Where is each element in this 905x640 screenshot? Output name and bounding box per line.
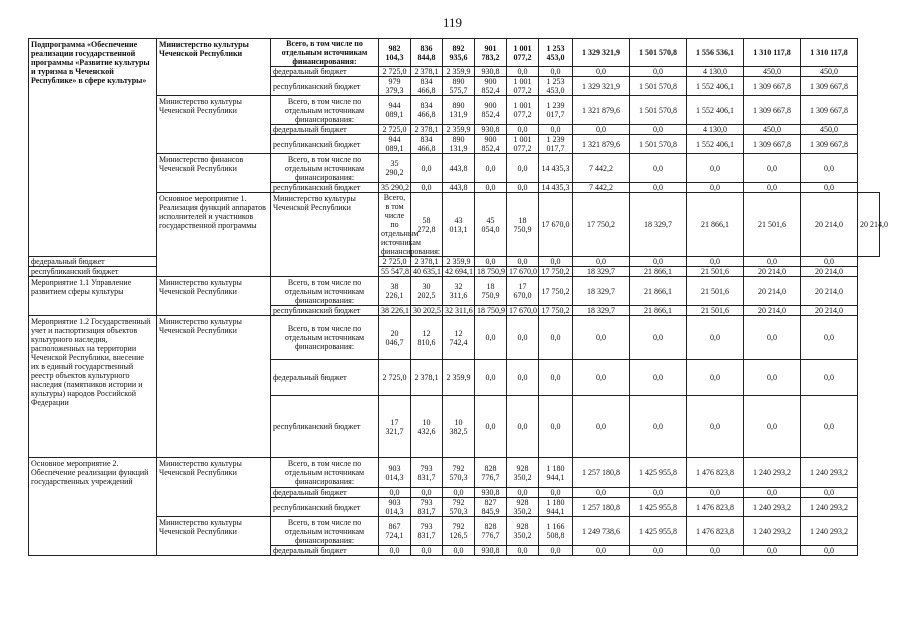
value-cell: 38 226,1 xyxy=(379,306,411,316)
value-cell: 18 750,9 xyxy=(475,277,507,306)
ministry-cell: Министерство финансов Чеченской Республики xyxy=(157,154,271,193)
value-cell: 1 552 406,1 xyxy=(687,77,744,96)
value-cell: 1 425 955,8 xyxy=(630,458,687,488)
value-cell: 0,0 xyxy=(507,257,539,267)
value-cell: 443,8 xyxy=(443,154,475,183)
value-cell: 21 866,1 xyxy=(687,193,744,257)
value-cell: 0,0 xyxy=(573,67,630,77)
value-cell: 10 432,6 xyxy=(411,396,443,458)
value-cell: 17 750,2 xyxy=(539,277,573,306)
value-cell: 1 240 293,2 xyxy=(801,498,858,517)
value-cell: 18 329,7 xyxy=(573,267,630,277)
table-row xyxy=(29,517,880,546)
value-cell: 20 214,0 xyxy=(744,306,801,316)
value-cell: 35 290,2 xyxy=(379,183,411,193)
value-cell: 0,0 xyxy=(801,257,858,267)
value-cell: 928 350,2 xyxy=(507,517,539,546)
value-cell: 930,8 xyxy=(475,67,507,77)
table-row xyxy=(29,193,880,257)
value-cell: 0,0 xyxy=(573,257,630,267)
value-cell: 17 750,2 xyxy=(573,193,630,257)
value-cell: 2 359,9 xyxy=(443,125,475,135)
value-cell: 1 309 667,8 xyxy=(744,77,801,96)
value-cell: 836 844,8 xyxy=(411,39,443,67)
value-cell: 0,0 xyxy=(630,396,687,458)
value-cell: 0,0 xyxy=(630,488,687,498)
value-cell: 828 776,7 xyxy=(475,517,507,546)
value-cell: 7 442,2 xyxy=(573,154,630,183)
ministry-cell: Министерство культуры Чеченской Республики xyxy=(157,39,271,96)
value-cell: 0,0 xyxy=(687,257,744,267)
value-cell: 0,0 xyxy=(630,125,687,135)
value-cell: 7 442,2 xyxy=(573,183,630,193)
table-row xyxy=(29,39,880,67)
ministry-cell: Министерство культуры Чеченской Республики xyxy=(157,277,271,316)
value-cell: 1 310 117,8 xyxy=(744,39,801,67)
funding-source-cell: республиканский бюджет xyxy=(271,77,379,96)
value-cell: 38 226,1 xyxy=(379,277,411,306)
value-cell: 0,0 xyxy=(539,316,573,360)
value-cell: 903 014,3 xyxy=(379,498,411,517)
ministry-cell: Министерство культуры Чеченской Республики xyxy=(157,517,271,556)
value-cell: 1 239 017,7 xyxy=(539,135,573,154)
value-cell: 0,0 xyxy=(687,546,744,556)
funding-source-cell: федеральный бюджет xyxy=(271,125,379,135)
value-cell: 12 742,4 xyxy=(443,316,475,360)
funding-source-cell: федеральный бюджет xyxy=(271,67,379,77)
value-cell: 834 466,8 xyxy=(411,135,443,154)
value-cell: 1 309 667,8 xyxy=(801,77,858,96)
value-cell: 1 476 823,8 xyxy=(687,517,744,546)
value-cell: 890 131,9 xyxy=(443,96,475,125)
value-cell: 17 670,0 xyxy=(507,277,539,306)
value-cell: 40 635,1 xyxy=(411,267,443,277)
value-cell: 450,0 xyxy=(744,125,801,135)
table-row xyxy=(29,257,880,267)
value-cell: 0,0 xyxy=(801,488,858,498)
value-cell: 2 378,1 xyxy=(411,257,443,267)
value-cell: 1 249 738,6 xyxy=(573,517,630,546)
value-cell: 21 501,6 xyxy=(687,306,744,316)
value-cell: 2 378,1 xyxy=(411,67,443,77)
value-cell: 1 425 955,8 xyxy=(630,517,687,546)
value-cell: 0,0 xyxy=(539,257,573,267)
value-cell: 18 750,9 xyxy=(507,193,539,257)
value-cell: 0,0 xyxy=(573,546,630,556)
value-cell: 0,0 xyxy=(507,396,539,458)
value-cell: 1 309 667,8 xyxy=(744,96,801,125)
value-cell: 900 852,4 xyxy=(475,96,507,125)
value-cell: 0,0 xyxy=(411,183,443,193)
funding-source-cell: Всего, в том числе по отдельным источникам финансирования: xyxy=(271,277,379,306)
value-cell: 2 378,1 xyxy=(411,360,443,396)
value-cell: 930,8 xyxy=(475,488,507,498)
value-cell: 0,0 xyxy=(573,316,630,360)
value-cell: 10 382,5 xyxy=(443,396,475,458)
value-cell: 0,0 xyxy=(744,360,801,396)
value-cell: 1 552 406,1 xyxy=(687,135,744,154)
value-cell: 0,0 xyxy=(573,360,630,396)
program-cell: Подпрограмма «Обеспечение реализации государственной программы «Развитие культуры и туризма в Чеченской Республике» в сфере культуры» xyxy=(29,39,157,257)
value-cell: 0,0 xyxy=(687,360,744,396)
value-cell: 0,0 xyxy=(507,546,539,556)
value-cell: 1 501 570,8 xyxy=(630,135,687,154)
value-cell: 0,0 xyxy=(507,67,539,77)
value-cell: 0,0 xyxy=(411,154,443,183)
value-cell: 903 014,3 xyxy=(379,458,411,488)
value-cell: 0,0 xyxy=(630,316,687,360)
value-cell: 867 724,1 xyxy=(379,517,411,546)
value-cell: 42 694,1 xyxy=(443,267,475,277)
value-cell: 0,0 xyxy=(630,154,687,183)
funding-source-cell: федеральный бюджет xyxy=(271,546,379,556)
value-cell: 1 556 536,1 xyxy=(687,39,744,67)
funding-source-cell: федеральный бюджет xyxy=(271,488,379,498)
value-cell: 793 831,7 xyxy=(411,517,443,546)
value-cell: 20 214,0 xyxy=(744,267,801,277)
value-cell: 900 852,4 xyxy=(475,135,507,154)
value-cell: 0,0 xyxy=(507,154,539,183)
funding-source-cell: республиканский бюджет xyxy=(271,396,379,458)
value-cell: 944 089,1 xyxy=(379,96,411,125)
funding-source-cell: республиканский бюджет xyxy=(271,306,379,316)
value-cell: 0,0 xyxy=(539,125,573,135)
value-cell: 30 202,5 xyxy=(411,277,443,306)
value-cell: 1 257 180,8 xyxy=(573,458,630,488)
value-cell: 18 750,9 xyxy=(475,306,507,316)
funding-source-cell: федеральный бюджет xyxy=(29,257,157,267)
value-cell: 0,0 xyxy=(744,183,801,193)
value-cell: 0,0 xyxy=(507,183,539,193)
value-cell: 450,0 xyxy=(801,125,858,135)
value-cell: 450,0 xyxy=(801,67,858,77)
value-cell: 1 240 293,2 xyxy=(801,517,858,546)
value-cell: 1 001 077,2 xyxy=(507,39,539,67)
value-cell: 944 089,1 xyxy=(379,135,411,154)
value-cell: 20 214,0 xyxy=(801,306,858,316)
funding-source-cell: Всего, в том числе по отдельным источникам финансирования: xyxy=(271,154,379,183)
value-cell: 1 001 077,2 xyxy=(507,77,539,96)
value-cell: 1 501 570,8 xyxy=(630,77,687,96)
value-cell: 35 290,2 xyxy=(379,154,411,183)
funding-source-cell: республиканский бюджет xyxy=(271,135,379,154)
value-cell: 1 329 321,9 xyxy=(573,77,630,96)
value-cell: 21 501,6 xyxy=(687,277,744,306)
value-cell: 1 309 667,8 xyxy=(744,135,801,154)
value-cell: 0,0 xyxy=(744,154,801,183)
value-cell: 0,0 xyxy=(630,546,687,556)
value-cell: 0,0 xyxy=(744,396,801,458)
value-cell: 0,0 xyxy=(539,360,573,396)
value-cell: 18 329,7 xyxy=(630,193,687,257)
program-cell: Мероприятие 1.2 Государственный учет и паспортизация объектов культурного наследия, расположенных на территории Чеченской Республики, внесение их в единый государственный реестр объектов культурного наследия (памятников истории и культуры) народов Российской Федерации xyxy=(29,316,157,458)
value-cell: 1 309 667,8 xyxy=(801,96,858,125)
value-cell: 0,0 xyxy=(573,396,630,458)
value-cell: 0,0 xyxy=(475,257,507,267)
value-cell: 892 935,6 xyxy=(443,39,475,67)
value-cell: 1 240 293,2 xyxy=(744,458,801,488)
value-cell: 1 476 823,8 xyxy=(687,498,744,517)
value-cell: 0,0 xyxy=(801,154,858,183)
value-cell: 14 435,3 xyxy=(539,183,573,193)
value-cell: 1 501 570,8 xyxy=(630,39,687,67)
value-cell: 0,0 xyxy=(744,316,801,360)
value-cell: 1 552 406,1 xyxy=(687,96,744,125)
value-cell: 20 046,7 xyxy=(379,316,411,360)
value-cell: 21 866,1 xyxy=(630,306,687,316)
value-cell: 0,0 xyxy=(507,316,539,360)
value-cell: 928 350,2 xyxy=(507,498,539,517)
program-cell: Основное мероприятие 1. Реализация функций аппаратов исполнителей и участников государственной программы xyxy=(157,193,271,277)
value-cell: 30 202,5 xyxy=(411,306,443,316)
value-cell: 0,0 xyxy=(744,257,801,267)
value-cell: 979 379,3 xyxy=(379,77,411,96)
value-cell: 900 852,4 xyxy=(475,77,507,96)
funding-source-cell: республиканский бюджет xyxy=(271,498,379,517)
ministry-cell: Министерство культуры Чеченской Республики xyxy=(157,316,271,458)
value-cell: 1 180 944,1 xyxy=(539,498,573,517)
value-cell: 1 253 453,0 xyxy=(539,39,573,67)
funding-source-cell: республиканский бюджет xyxy=(29,267,157,277)
value-cell: 793 831,7 xyxy=(411,498,443,517)
table-row xyxy=(29,316,880,360)
value-cell: 17 670,0 xyxy=(507,267,539,277)
value-cell: 827 845,9 xyxy=(475,498,507,517)
program-cell: Мероприятие 1.1 Управление развитием сферы культуры xyxy=(29,277,157,316)
value-cell: 828 776,7 xyxy=(475,458,507,488)
value-cell: 0,0 xyxy=(687,183,744,193)
value-cell: 0,0 xyxy=(744,546,801,556)
value-cell: 450,0 xyxy=(744,67,801,77)
value-cell: 21 866,1 xyxy=(630,277,687,306)
page-number: 119 xyxy=(442,15,463,30)
value-cell: 2 359,9 xyxy=(443,360,475,396)
value-cell: 1 257 180,8 xyxy=(573,498,630,517)
value-cell: 0,0 xyxy=(630,360,687,396)
funding-source-cell: Всего, в том числе по отдельным источникам финансирования: xyxy=(271,316,379,360)
value-cell: 0,0 xyxy=(539,67,573,77)
value-cell: 1 166 508,8 xyxy=(539,517,573,546)
value-cell: 793 831,7 xyxy=(411,458,443,488)
value-cell: 14 435,3 xyxy=(539,154,573,183)
value-cell: 2 725,0 xyxy=(379,360,411,396)
table-row xyxy=(29,458,880,488)
value-cell: 1 001 077,2 xyxy=(507,96,539,125)
funding-source-cell: республиканский бюджет xyxy=(271,183,379,193)
funding-source-cell: федеральный бюджет xyxy=(271,360,379,396)
value-cell: 930,8 xyxy=(475,546,507,556)
value-cell: 1 240 293,2 xyxy=(744,498,801,517)
value-cell: 0,0 xyxy=(379,546,411,556)
value-cell: 834 466,8 xyxy=(411,77,443,96)
ministry-cell: Министерство культуры Чеченской Республики xyxy=(271,193,379,277)
value-cell: 17 670,0 xyxy=(507,306,539,316)
value-cell: 982 104,3 xyxy=(379,39,411,67)
value-cell: 930,8 xyxy=(475,125,507,135)
value-cell: 1 309 667,8 xyxy=(801,135,858,154)
table-row xyxy=(29,96,880,125)
value-cell: 792 570,3 xyxy=(443,498,475,517)
value-cell: 0,0 xyxy=(539,396,573,458)
value-cell: 4 130,0 xyxy=(687,67,744,77)
value-cell: 0,0 xyxy=(687,154,744,183)
value-cell: 2 359,9 xyxy=(443,257,475,267)
value-cell: 18 329,7 xyxy=(573,306,630,316)
funding-source-cell: Всего, в том числе по отдельным источникам финансирования: xyxy=(379,193,411,257)
value-cell: 21 501,6 xyxy=(687,267,744,277)
value-cell: 17 750,2 xyxy=(539,306,573,316)
value-cell: 0,0 xyxy=(379,488,411,498)
value-cell: 443,8 xyxy=(443,183,475,193)
budget-table xyxy=(28,38,888,556)
value-cell: 2 725,0 xyxy=(379,257,411,267)
value-cell: 890 131,9 xyxy=(443,135,475,154)
value-cell: 928 350,2 xyxy=(507,458,539,488)
value-cell: 890 575,7 xyxy=(443,77,475,96)
value-cell: 12 810,6 xyxy=(411,316,443,360)
value-cell: 20 214,0 xyxy=(801,277,858,306)
funding-source-cell: Всего, в том числе по отдельным источникам финансирования: xyxy=(271,517,379,546)
value-cell: 2 725,0 xyxy=(379,67,411,77)
value-cell: 0,0 xyxy=(507,360,539,396)
value-cell: 0,0 xyxy=(630,257,687,267)
value-cell: 792 126,5 xyxy=(443,517,475,546)
value-cell: 0,0 xyxy=(507,125,539,135)
value-cell: 0,0 xyxy=(801,316,858,360)
value-cell: 1 180 944,1 xyxy=(539,458,573,488)
funding-source-cell: Всего, в том числе по отдельным источникам финансирования: xyxy=(271,96,379,125)
value-cell: 21 866,1 xyxy=(630,267,687,277)
value-cell: 2 378,1 xyxy=(411,125,443,135)
value-cell: 43 013,1 xyxy=(443,193,475,257)
value-cell: 0,0 xyxy=(630,183,687,193)
value-cell: 0,0 xyxy=(573,488,630,498)
program-cell: Основное мероприятие 2. Обеспечение реализации функций государственных учреждений xyxy=(29,458,157,556)
value-cell: 55 547,8 xyxy=(379,267,411,277)
value-cell: 1 001 077,2 xyxy=(507,135,539,154)
table-row xyxy=(29,154,880,183)
value-cell: 32 311,6 xyxy=(443,306,475,316)
value-cell: 0,0 xyxy=(539,546,573,556)
value-cell: 0,0 xyxy=(507,488,539,498)
value-cell: 0,0 xyxy=(801,546,858,556)
value-cell: 0,0 xyxy=(687,488,744,498)
value-cell: 0,0 xyxy=(411,488,443,498)
value-cell: 0,0 xyxy=(475,360,507,396)
value-cell: 1 329 321,9 xyxy=(573,39,630,67)
value-cell: 21 501,6 xyxy=(744,193,801,257)
value-cell: 4 130,0 xyxy=(687,125,744,135)
value-cell: 0,0 xyxy=(801,360,858,396)
value-cell: 0,0 xyxy=(687,396,744,458)
value-cell: 0,0 xyxy=(630,67,687,77)
value-cell: 20 214,0 xyxy=(858,193,880,257)
value-cell: 1 310 117,8 xyxy=(801,39,858,67)
value-cell: 0,0 xyxy=(411,546,443,556)
table-row xyxy=(29,277,880,306)
table-row xyxy=(29,267,880,277)
value-cell: 0,0 xyxy=(443,546,475,556)
value-cell: 0,0 xyxy=(801,396,858,458)
funding-source-cell: Всего, в том числе по отдельным источникам финансирования: xyxy=(271,458,379,488)
funding-source-cell: Всего, в том числе по отдельным источникам финансирования: xyxy=(271,39,379,67)
value-cell: 1 321 879,6 xyxy=(573,96,630,125)
value-cell: 0,0 xyxy=(539,488,573,498)
value-cell: 1 253 453,0 xyxy=(539,77,573,96)
ministry-cell: Министерство культуры Чеченской Республики xyxy=(157,96,271,154)
value-cell: 834 466,8 xyxy=(411,96,443,125)
value-cell: 1 240 293,2 xyxy=(801,458,858,488)
value-cell: 18 329,7 xyxy=(573,277,630,306)
value-cell: 0,0 xyxy=(475,183,507,193)
value-cell: 0,0 xyxy=(475,316,507,360)
value-cell: 17 670,0 xyxy=(539,193,573,257)
value-cell: 0,0 xyxy=(801,183,858,193)
value-cell: 1 476 823,8 xyxy=(687,458,744,488)
value-cell: 20 214,0 xyxy=(801,193,858,257)
value-cell: 1 240 293,2 xyxy=(744,517,801,546)
value-cell: 2 359,9 xyxy=(443,67,475,77)
value-cell: 0,0 xyxy=(475,154,507,183)
value-cell: 1 321 879,6 xyxy=(573,135,630,154)
value-cell: 32 311,6 xyxy=(443,277,475,306)
value-cell: 1 239 017,7 xyxy=(539,96,573,125)
value-cell: 792 570,3 xyxy=(443,458,475,488)
value-cell: 20 214,0 xyxy=(801,267,858,277)
value-cell: 17 750,2 xyxy=(539,267,573,277)
value-cell: 45 054,0 xyxy=(475,193,507,257)
value-cell: 18 750,9 xyxy=(475,267,507,277)
value-cell: 1 425 955,8 xyxy=(630,498,687,517)
value-cell: 20 214,0 xyxy=(744,277,801,306)
value-cell: 901 783,2 xyxy=(475,39,507,67)
value-cell: 0,0 xyxy=(687,316,744,360)
value-cell: 1 501 570,8 xyxy=(630,96,687,125)
value-cell: 17 321,7 xyxy=(379,396,411,458)
value-cell: 0,0 xyxy=(744,488,801,498)
value-cell: 2 725,0 xyxy=(379,125,411,135)
value-cell: 58 272,8 xyxy=(411,193,443,257)
value-cell: 0,0 xyxy=(573,125,630,135)
value-cell: 0,0 xyxy=(443,488,475,498)
value-cell: 0,0 xyxy=(475,396,507,458)
ministry-cell: Министерство культуры Чеченской Республики xyxy=(157,458,271,517)
